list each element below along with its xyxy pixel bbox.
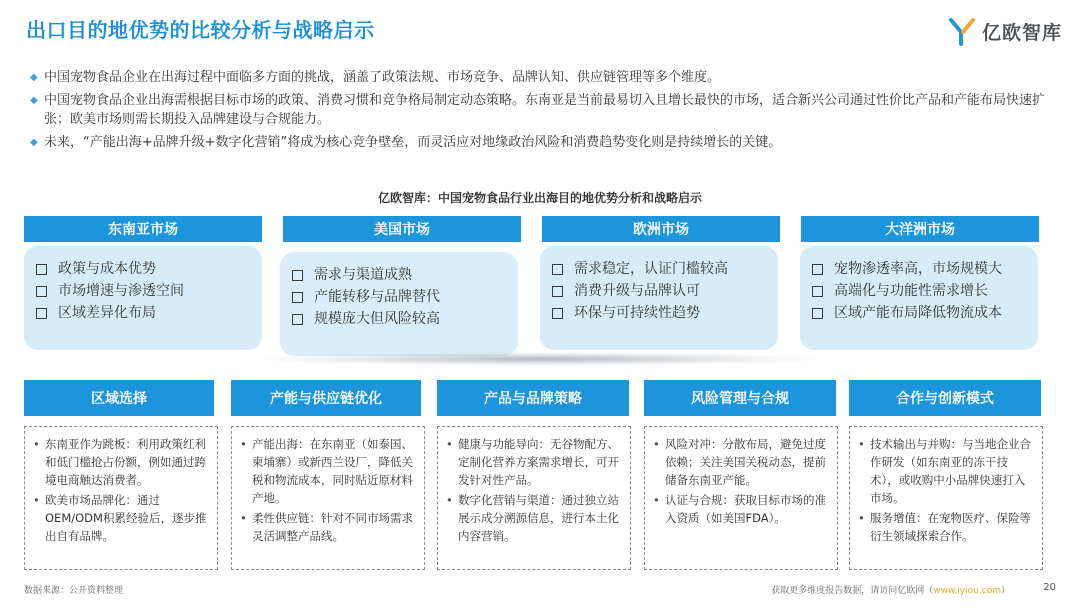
strategy-item: • 服务增值：在宠物医疗、保险等衍生领域探索合作。 [858, 511, 1031, 543]
summary-bullets [30, 68, 1060, 156]
logo-text: 亿欧智库 [982, 21, 1063, 44]
strategy-header-risk-compliance: 风险管理与合规 [644, 380, 836, 416]
checkbox-icon [292, 292, 303, 303]
strategy-box-risk-compliance [644, 426, 838, 570]
checkbox-icon [812, 286, 823, 297]
diamond-bullet-icon: ◆ [30, 72, 38, 83]
region-item: 产能转移与品牌替代 [292, 286, 518, 308]
region-header-europe: 欧洲市场 [542, 216, 780, 242]
region-header-oceania: 大洋洲市场 [801, 216, 1039, 242]
region-item: 区域产能布局降低物流成本 [812, 302, 1038, 324]
checkbox-icon [552, 286, 563, 297]
divider-shadow [260, 352, 820, 366]
region-item: 需求稳定，认证门槛较高 [552, 258, 778, 280]
data-source: 数据来源：公开资料整理 [24, 586, 124, 596]
checkbox-icon [552, 264, 563, 275]
summary-bullet: ◆ 未来，“产能出海+品牌升级+数字化营销”将成为核心竞争壁垒，而灵活应对地缘政治风险和消费趋势变化则是持续增长的关键。 [30, 135, 782, 150]
strategy-box-region-selection [24, 426, 218, 570]
region-card-europe [540, 246, 778, 350]
region-card-usa [280, 252, 518, 356]
strategy-item: • 健康与功能导向：无谷物配方、定制化营养方案需求增长，可开发针对性产品。 [446, 437, 619, 487]
region-item: 宠物渗透率高，市场规模大 [812, 258, 1038, 280]
strategy-item: • 产能出海：在东南亚（如泰国、柬埔寨）或新西兰设厂，降低关税和物流成本，同时贴近原材料产地。 [240, 437, 413, 505]
strategy-item: • 技术输出与并购：与当地企业合作研发（如东南亚的冻干技术），或收购中小品牌快速打入市场。 [858, 437, 1031, 505]
strategy-header-product-brand: 产品与品牌策略 [437, 380, 629, 416]
diamond-bullet-icon: ◆ [30, 137, 38, 148]
region-card-oceania [800, 246, 1038, 350]
diagram-title: 亿欧智库：中国宠物食品行业出海目的地优势分析和战略启示 [377, 191, 702, 205]
page-title: 出口目的地优势的比较分析与战略启示 [26, 18, 375, 42]
strategy-item: • 柔性供应链：针对不同市场需求灵活调整产品线。 [240, 511, 413, 543]
region-item: 规模庞大但风险较高 [292, 308, 518, 330]
checkbox-icon [292, 270, 303, 281]
strategy-item: • 风险对冲：分散布局，避免过度依赖；关注美国关税动态，提前储备东南亚产能。 [653, 437, 826, 487]
region-item: 环保与可持续性趋势 [552, 302, 778, 324]
region-item: 区域差异化布局 [36, 302, 262, 324]
strategy-box-cooperation [849, 426, 1043, 570]
logo-mark-icon [948, 16, 978, 46]
checkbox-icon [36, 264, 47, 275]
checkbox-icon [36, 286, 47, 297]
region-item: 市场增速与渗透空间 [36, 280, 262, 302]
checkbox-icon [36, 308, 47, 319]
logo [948, 14, 1062, 48]
summary-bullet: ◆ 中国宠物食品企业在出海过程中面临多方面的挑战，涵盖了政策法规、市场竞争、品牌认知、供应链管理等多个维度。 [30, 70, 721, 85]
region-item: 政策与成本优势 [36, 258, 262, 280]
strategy-item: • 数字化营销与渠道：通过独立站展示成分溯源信息，进行本土化内容营销。 [446, 493, 619, 543]
checkbox-icon [812, 264, 823, 275]
region-header-southeast-asia: 东南亚市场 [24, 216, 262, 242]
checkbox-icon [552, 308, 563, 319]
region-item: 高端化与功能性需求增长 [812, 280, 1038, 302]
strategy-header-cooperation: 合作与创新模式 [849, 380, 1041, 416]
region-header-usa: 美国市场 [283, 216, 521, 242]
checkbox-icon [292, 314, 303, 325]
strategy-item: • 东南亚作为跳板：利用政策红利和低门槛抢占份额，例如通过跨境电商触达消费者。 [33, 437, 206, 487]
region-item: 需求与渠道成熟 [292, 264, 518, 286]
strategy-item: • 欧美市场品牌化：通过OEM/ODM积累经验后，逐步推出自有品牌。 [33, 493, 207, 543]
summary-bullet: ◆ 中国宠物食品企业出海需根据目标市场的政策、消费习惯和竞争格局制定动态策略。东南亚是当前最易切入且增长最快的市场，适合新兴公司通过性价比产品和产能布局快速扩张；欧美市场则需长期投入品牌建设与合规能力。 [30, 93, 1046, 127]
strategy-box-product-brand [437, 426, 631, 570]
region-item: 消费升级与品牌认可 [552, 280, 778, 302]
strategy-box-supply-chain [231, 426, 425, 570]
diamond-bullet-icon: ◆ [30, 95, 38, 106]
region-card-southeast-asia [24, 246, 262, 350]
strategy-header-region-selection: 区域选择 [24, 380, 214, 416]
strategy-header-supply-chain: 产能与供应链优化 [231, 380, 421, 416]
strategy-item: • 认证与合规：获取目标市场的准入资质（如美国FDA）。 [653, 493, 826, 525]
checkbox-icon [812, 308, 823, 319]
page-number: 20 [1043, 582, 1056, 593]
website-link[interactable]: www.iyiou.com [933, 586, 1001, 596]
footer-promo: 获取更多维度报告数据，请访问亿欧网（www.iyiou.com） [771, 586, 1010, 596]
